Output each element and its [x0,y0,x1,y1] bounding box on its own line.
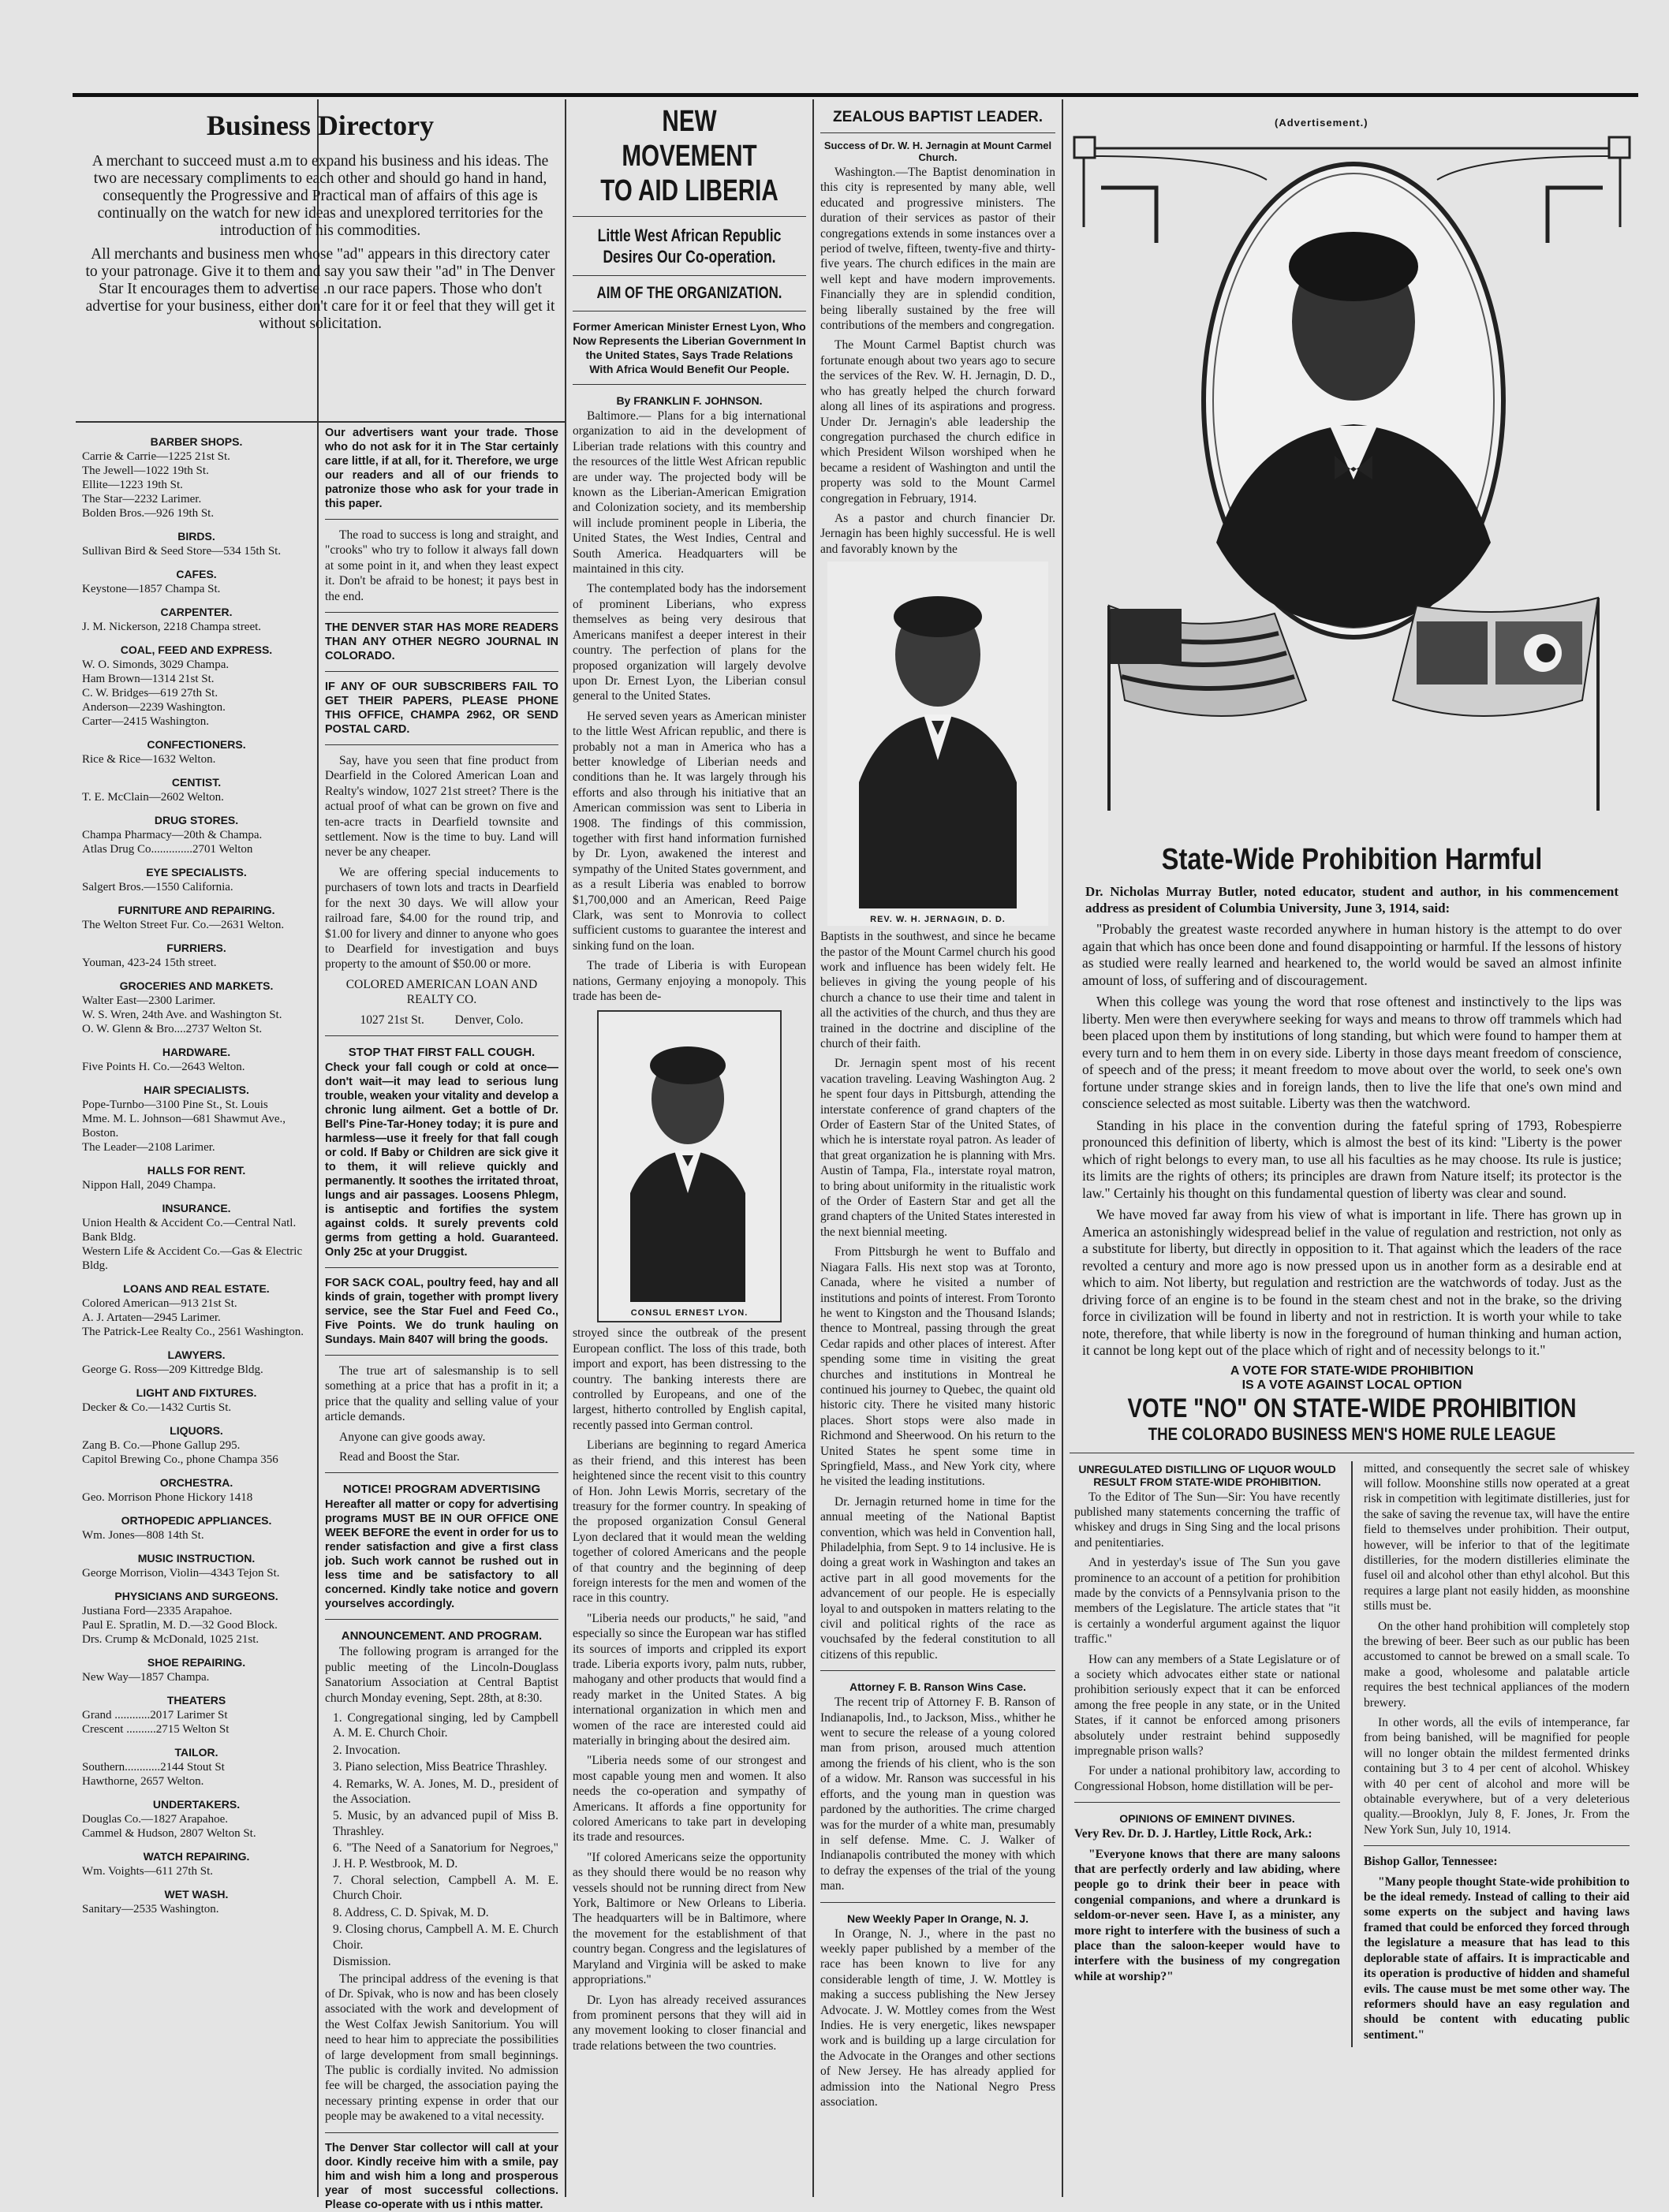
headline-2: TO AID LIBERIA [600,174,778,207]
program-item: 7. Choral selection, Campbell A. M. E. Church Choir. [333,1874,558,1903]
deck-1b: Desires Our Co-operation. [603,247,776,267]
column-divider [812,99,814,2197]
liberia-p4: The trade of Liberia is with European nations, Germany enjoying a monopoly. This trade has been de- [573,959,806,1004]
deck-3: Former American Minister Ernest Lyon, Who Now Represents the Liberian Government In the United States, Says Trade Relations With Africa Would Benefit Our People. [573,320,806,375]
portrait-image [827,561,1048,908]
directory-entry: C. W. Bridges—619 27th St. [82,687,218,699]
baptist-headline: ZEALOUS BAPTIST LEADER. [832,109,1043,125]
vote-line-1: A VOTE FOR STATE-WIDE PROHIBITION [1230,1363,1474,1378]
letter-p1: To the Editor of The Sun—Sir: You have recently published many statements concerning the traffic of whiskey and drugs in Sing Sing and the local prisons and penitentiaries. [1074,1490,1341,1550]
directory-listings [82,426,311,2192]
collector-notice: The Denver Star collector will call at your door. Kindly receive him with a smile, pay him and wish him a long and prosperous year of most successful collections. Please co-operate with us i nthis matter. [325,2141,558,2211]
directory-entry: Hawthorne, 2657 Welton. [82,1775,204,1788]
letter-p2: And in yesterday's issue of The Sun you gave prominence to an account of a petition for prohibition made by the convicts of a Pennsylvania prison to the members of the Legislature. The article states that "it is certainly a wonderful argument against the liquor traffic." [1074,1556,1341,1647]
program-item: 3. Piano selection, Miss Beatrice Thrashley. [333,1760,547,1774]
sack-coal-ad: FOR SACK COAL, poultry feed, hay and all kinds of grain, together with prompt livery service, see the Star Fuel and Feed Co., Five Points. We do trunk hauling on Sundays. Main 8407 will bring the goods. [325,1276,558,1346]
directory-section-title: ORTHOPEDIC APPLIANCES. [121,1514,272,1527]
notice-body: Hereafter all matter or copy for advertising programs MUST BE IN OUR OFFICE ONE WEEK BEFORE the event in order for us to render satisfaction and give a first class job. Such work cannot be rushed out in less time and be satisfactory to all concerned. Kindly take notice and govern yourselves accordingly. [325,1498,558,1611]
readers-notice: THE DENVER STAR HAS MORE READERS THAN ANY OTHER NEGRO JOURNAL IN COLORADO. [325,621,558,663]
cough-ad: Check your fall cough or cold at once—don't wait—it may lead to serious lung trouble, weaken your vitality and develop a chronic lung ailment. Get a bottle of Dr. Bell's Pine-Tar-Honey today; it is pure and harmless—use it freely for that fall cough or cold. If Baby or Children are sick give it to them, it will relieve quickly and permanently. It soothes the irritated throat, lungs and air passages. Loosens Phlegm, is antiseptic and fortifies the system against colds. It surely prevents cold germs from getting a hold. Guaranteed. Only 25c at your Druggist. [325,1061,558,1259]
deck-1a: Little West African Republic [597,226,782,245]
directory-entry: Wm. Jones—808 14th St. [82,1529,204,1542]
deck-2: AIM OF THE ORGANIZATION. [596,284,782,302]
column-divider [565,99,566,2197]
dearfield-ad: Say, have you seen that fine product from Dearfield in the Colored American Loan and Realty's window, 1027 21st street? There is the actual proof of what can be grown on five and ten-acre tracts in Dearfield townsite and settlement. Now is the time to buy. Land will never be any cheaper. [325,754,558,860]
directory-intro: A merchant to succeed must a.m to expand his business and his ideas. The two are necessary compliments to each other and should go hand in hand, consequently the Progressive and Practical man of affairs of this age is continually on the watch for new ideas and unexplored territories for the introduction of his commodities. [91,153,549,239]
directory-entry: J. M. Nickerson, 2218 Champa street. [82,621,262,633]
liberia-p1: Baltimore.— Plans for a big international organization to aid in the development of Liberian trade relations with this country and the resources of the little West African republic are under way. The projected body will be known as the Liberian-American Emigration and Colonization society, and its membership will include prominent people in Liberia, the United States, the West Indies, Central and South America. Headquarters will be maintained in this city. [573,409,806,576]
directory-section-title: BARBER SHOPS. [150,435,243,448]
salesmanship: The true art of salesmanship is to sell something at a price that has a profit in it; a price that the quality and selling value of your article demands. [325,1363,558,1424]
dearfield-signature: COLORED AMERICAN LOAN AND REALTY CO. [345,977,538,1007]
directory-entry: Ham Brown—1314 21st St. [82,673,215,685]
directory-section-title: LOANS AND REAL ESTATE. [123,1282,270,1295]
program-list [325,1710,558,1970]
directory-entry: Zang B. Co.—Phone Gallup 295. [82,1439,241,1452]
directory-section-title: MUSIC INSTRUCTION. [137,1552,256,1565]
program-item: 4. Remarks, W. A. Jones, M. D., president of the Association. [333,1777,558,1807]
directory-entry: Youman, 423-24 15th street. [82,957,217,969]
directory-section-title: FURNITURE AND REPAIRING. [118,904,275,916]
directory-entry: Sullivan Bird & Seed Store—534 15th St. [82,545,282,558]
letter-r3: In other words, all the evils of intemperance, far from being banished, will be magnified for people will no longer obtain the mildest fermented drinks containing but 3 to 4 per cent of alcohol. Whiskey with 40 per cent of alcohol and more will be obtainable everywhere, but of a very deleterious quality.—Brooklyn, July 8, F. Jones, Jr. From the New York Sun, July 10, 1914. [1364,1716,1630,1837]
directory-section-title: GROCERIES AND MARKETS. [119,979,274,992]
directory-entry: T. E. McClain—2602 Welton. [82,791,224,804]
baptist-p5: Dr. Jernagin spent most of his recent vacation traveling. Leaving Washington Aug. 2 he spent four days in Pittsburgh, attending the interstate conference of grand chapters of the Order of Eastern Star of the United States, of which he is interstate royal patron. As leader of that great organization he is planning with Mrs. Austin of Tampa, Fla., interstate royal matron, to bring about uniformity in the ritualistic work of the Order of Eastern Star and get all the grand chapters of the United States interested in the next biennial meeting. [820,1057,1055,1239]
liberia-article [573,104,806,2192]
directory-entry: Carter—2415 Washington. [82,715,209,728]
program-item: 5. Music, by an advanced pupil of Miss B. Thrashley. [333,1809,558,1838]
directory-entry: Justiana Ford—2335 Arapahoe. [82,1605,233,1617]
directory-section-title: CAFES. [176,568,217,580]
jernagin-caption: REV. W. H. JERNAGIN, D. D. [870,915,1006,925]
salesmanship-3: Read and Boost the Star. [339,1449,460,1464]
butler-quote [1082,921,1622,1360]
dearfield-offer: We are offering special inducements to purchasers of town lots and tracts in Dearfield for the next 30 days. We will allow your railroad fare, $4.00 for the round trip, and $1.00 for livery and dinner to anyone who goes to Dearfield for investigation and buys property to the amount of $50.00 or more. [325,865,558,972]
cough-title: STOP THAT FIRST FALL COUGH. [348,1045,536,1059]
directory-entry: Rice & Rice—1632 Welton. [82,753,216,766]
column-divider [1062,99,1063,2197]
butler-p1: "Probably the greatest waste recorded anywhere in human history is the attempt to do over again that which has once been done and found disappointing or harmful. If the lessons of history as studied were really learned and hearkened to, the world would be saved an almost infinite amount of loss, of suffering and of discouragement. [1082,921,1622,988]
liberia-p9: "If colored Americans seize the opportunity as they should there would be no reason why vessels should not be running direct from New York, Baltimore or New Orleans to Liberia. The headquarters will be in Baltimore, where the movement for the establishment of that country began. Congress and the legislatures of Maryland and Virginia will be asked to make appropriations." [573,1850,806,1987]
program-intro: The following program is arranged for the public meeting of the Lincoln-Douglass Sanatorium Association at Central Baptist church Monday evening, Sept. 28th, at 8:30. [325,1645,558,1705]
directory-entry: Douglas Co.—1827 Arapahoe. [82,1813,228,1826]
directory-section-title: THEATERS [166,1694,226,1707]
letter-right [1364,1461,1630,2048]
baptist-p7: Dr. Jernagin returned home in time for the annual meeting of the National Baptist convention, which was held in Convention hall, Philadelphia, from Sept. 9 to 14 inclusive. He is doing a great work in Washington and takes an active part in all good movements for the advancement of our people. He is especially loyal to and outspoken in matters relating to the civil and political rights of the race as vouchsafed by the federal constitution to all citizens of this republic. [820,1494,1055,1662]
letter-p4: For under a national prohibitory law, according to Congressional Hobson, home distillation will be per- [1074,1764,1341,1793]
directory-entry: Pope-Turnbo—3100 Pine St., St. Louis [82,1099,268,1111]
directory-section-title: BIRDS. [177,530,215,543]
butler-p2: When this college was young the word that rose oftenest and instinctively to the lips was liberty. Men were then everywhere seeking for ways and means to throw off trammels which had been placed upon them by institutions of long standing, but which were found to hamper them at every turn and to hem them in on every side. Liberty in those days meant freedom of conscience, of speech and of the press; it meant freedom to move about over the world, to seek one's own fortune under strange skies and in foreign lands, then to live the life that one's own mind and conscience selected as most suitable. Liberty was then the watchword. [1082,994,1622,1111]
directory-entry: Union Health & Accident Co.—Central Natl. Bank Bldg. [82,1217,297,1244]
baptist-article [820,109,1055,2192]
top-rule [73,93,1638,97]
directory-section-title: LIGHT AND FIXTURES. [136,1386,257,1399]
directory-entry: Colored American—913 21st St. [82,1297,237,1310]
directory-entry: Crescent ..........2715 Welton St [82,1723,230,1736]
directory-entry: Cammel & Hudson, 2807 Welton St. [82,1827,256,1840]
gallor-quote: "Many people thought State-wide prohibition to be the ideal remedy. Instead of calling to their aid some experts on the subject and having laws framed that could be enforced they forced through the legislature a measure that has lead to this deplorable state of affairs. It is impracticable and its operation is productive of hidden and shameful evils. The cause must be met some other way. The reformers should have an easy regulation and should be content with educating public sentiment." [1364,1874,1630,2042]
advertisers-notice: Our advertisers want your trade. Those who do not ask for it in The Star certainly care little, if at all, for it. Therefore, we urge our readers and all of our friends to patronize those who ask for your trade in this paper. [325,427,558,510]
directory-entry: Western Life & Accident Co.—Gas & Electric Bldg. [82,1245,303,1272]
program-item: 6. "The Need of a Sanatorium for Negroes," J. H. P. Westbrook, M. D. [333,1841,558,1871]
opinions-title: OPINIONS OF EMINENT DIVINES. [1119,1812,1295,1826]
letter-left [1074,1461,1340,2048]
letter-p3: How can any members of a State Legislature or of a society which advocates either state or national prohibition seriously expect that it can be enforced among the free people in any state, or in the United States, if it cannot be enforced among prisoners absolutely under restraint behind supposedly impregnable prison walls? [1074,1652,1341,1758]
directory-entry: Atlas Drug Co..............2701 Welton [82,843,253,856]
advertisement-label: (Advertisement.) [1275,117,1368,129]
directory-entry: Carrie & Carrie—1225 21st St. [82,450,230,463]
directory-entry: Mme. M. L. Johnson—681 Shawmut Ave., Boston. [82,1113,286,1140]
directory-entry: George Morrison, Violin—4343 Tejon St. [82,1567,280,1580]
headline-1: NEW MOVEMENT [622,105,757,173]
header-rule [76,421,565,423]
directory-title: Business Directory [206,110,435,141]
baptist-deck: Success of Dr. W. H. Jernagin at Mount Carmel Church. [823,140,1052,163]
directory-section-title: HARDWARE. [162,1046,231,1058]
hartley-quote: "Everyone knows that there are many saloons that are perfectly orderly and law abiding, where people go to drink their beer in peace with congenial companions, and where a drunkard is seldom-or-never seen. Have I, as a minister, any more right to interfere with the business of such a place than the saloon-keeper would have to interfere with the business of my congregation while at worship?" [1074,1847,1341,1983]
portrait-frame-with-flags [1070,132,1634,819]
hartley-title: Very Rev. Dr. D. J. Hartley, Little Rock, Ark.: [1074,1827,1312,1841]
directory-section-title: HAIR SPECIALISTS. [144,1084,249,1096]
directory-section-title: FURRIERS. [166,942,226,954]
portrait-image [599,1012,777,1302]
directory-entry: Anderson—2239 Washington. [82,701,226,714]
directory-entry: Wm. Voights—611 27th St. [82,1865,213,1878]
liberia-p5: stroyed since the outbreak of the present European conflict. The loss of this trade, both import and export, has been distressing to the country. The banking interests there are controlled by Europeans, and one of the largest, hitherto controlled by English capital, recently passed into German control. [573,1326,806,1432]
directory-section-title: TAILOR. [174,1746,218,1759]
directory-entry: A. J. Artaten—2945 Larimer. [82,1311,221,1324]
directory-entry: Bolden Bros.—926 19th St. [82,507,215,520]
directory-section-title: UNDERTAKERS. [152,1798,241,1811]
program-item: 2. Invocation. [333,1743,401,1757]
directory-section-title: WATCH REPAIRING. [143,1850,250,1863]
directory-entry: W. S. Wren, 24th Ave. and Washington St. [82,1009,282,1021]
directory-entry: W. O. Simonds, 3029 Champa. [82,658,230,671]
directory-entry: The Star—2232 Larimer. [82,493,202,505]
gallor-title: Bishop Gallor, Tennessee: [1364,1855,1498,1869]
directory-section-title: WET WASH. [164,1888,229,1901]
orange-title: New Weekly Paper In Orange, N. J. [846,1912,1029,1925]
butler-p3: Standing in his place in the convention during the fateful spring of 1793, Robespierre pronounced this definition of liberty, which is almost the best of its kind: "Liberty is the power which of right belongs to every man, to use all his faculties as he may choose. Its rule is justice; its limits are the rights of others; its principles are drawn from Nature itself; its protector is the law." Certainly his thought on this fundamental question of liberty was clear and sound. [1082,1117,1622,1201]
dearfield-address: 1027 21st St. Denver, Colo. [360,1013,524,1027]
directory-entry: George G. Ross—209 Kittredge Bldg. [82,1363,263,1376]
directory-intro: All merchants and business men whose "ad" appears in this directory cater to your patronage. Give it to them and say you saw their "ad" in The Denver Star It encourages them to advertise .n our race papers. Those who don't advertise for your business, either don't care for it or feel that they will get it without solicitation. [85,246,555,332]
jernagin-portrait [827,561,1048,926]
directory-section-title: INSURANCE. [162,1202,231,1214]
directory-entry: Decker & Co.—1432 Curtis St. [82,1401,232,1414]
directory-entry: Salgert Bros.—1550 California. [82,881,233,893]
orange-body: In Orange, N. J., where in the past no weekly paper published by a member of the race has been known to live for any considerable length of time, J. W. Mottley is making a success publishing the New Jersey Advocate. J. W. Mottley comes from the West Indies. He is very energetic, likes newspaper work and is building up a large circulation for the Advocate in the Oranges and other sections of New Jersey. He has already applied for admission into the National Negro Press association. [820,1927,1055,2109]
directory-section-title: LIQUORS. [170,1424,223,1437]
liberia-p3: He served seven years as American minister to the little West African republic, and there is probably not a man in America who has a better knowledge of Liberian needs and conditions than he. It was largely through his efforts and also through his initiative that an American commission was sent to Liberia in 1908. The findings of this commission, together with first hand information furnished by Dr. Lyon, awakened the interest and sympathy of the United States government, and as a result Liberia was enabled to borrow $1,700,000 and an American, Reed Paige Clark, was sent to Monrovia to collect sufficient customs to guarantee the interest and sinking fund on the loan. [573,709,806,953]
directory-entry: Walter East—2300 Larimer. [82,994,216,1007]
program-item: Dismission. [333,1955,391,1969]
ranson-body: The recent trip of Attorney F. B. Ranson of Indianapolis, Ind., to Jackson, Miss., whither he went to secure the release of a young colored man from prison, aroused much attention among the friends of his client, who is the son of a widow. Mr. Ranson was successful in his efforts, and the young man in question was pardoned by the authorities. The crime charged was for the murder of a white man, presumably in self defense. Mme. C. J. Walker of Indianapolis contributed the money with which to defray the expenses of the trial of the young man. [820,1695,1055,1893]
liberia-p10: Dr. Lyon has already received assurances from prominent persons that they will aid in any movement looking to closer financial and trade relations between the two countries. [573,1993,806,2053]
directory-entry: Five Points H. Co.—2643 Welton. [82,1061,245,1073]
directory-section-title: LAWYERS. [167,1348,226,1361]
directory-section-title: EYE SPECIALISTS. [146,866,247,878]
directory-section-title: CENTIST. [171,776,222,789]
directory-entry: Keystone—1857 Champa St. [82,583,221,595]
directory-section-title: HALLS FOR RENT. [147,1164,246,1177]
liberia-p6: Liberians are beginning to regard America as their friend, and this interest has been heightened since the recent visit to this country of Hon. John Lewis Morris, secretary of the treasury for the former country. In speaking of the proposed organization Consul General Lyon declared that it would mean the welding together of colored Americans and the people of that country and the beginning of deep foreign interests for the men and women of the race in this country. [573,1438,806,1606]
program-item: 8. Address, C. D. Spivak, M. D. [333,1905,489,1919]
prohibition-body [1070,842,1634,2047]
program-item: 9. Closing chorus, Campbell A. M. E. Church Choir. [333,1923,558,1952]
program-title: ANNOUNCEMENT. AND PROGRAM. [341,1629,543,1643]
directory-entry: Paul E. Spratlin, M. D.—32 Good Block. [82,1619,278,1632]
directory-section-title: SHOE REPAIRING. [147,1656,246,1669]
directory-entry: Southern............2144 Stout St [82,1761,225,1774]
ads-column [325,426,558,2211]
vote-line-2: IS A VOTE AGAINST LOCAL OPTION [1241,1378,1462,1392]
directory-entry: Champa Pharmacy—20th & Champa. [82,829,263,841]
salesmanship-2: Anyone can give goods away. [339,1430,486,1444]
directory-section-title: PHYSICIANS AND SURGEONS. [114,1590,278,1602]
prohibition-advertisement [1070,117,1634,2192]
directory-entry: Nippon Hall, 2049 Champa. [82,1179,216,1192]
letter-r2: On the other hand prohibition will completely stop the brewing of beer. Beer such as our public has been accustomed to cannot be brewed on a small scale. To make a good, wholesome and palatable article requires the best technical appliances of the modern brewery. [1364,1619,1630,1710]
vote-no-banner: VOTE "NO" ON STATE-WIDE PROHIBITION [1127,1393,1577,1423]
liberia-p2: The contemplated body has the indorsement of prominent Liberians, who express themselves as being very desirous that Americans manifest a deeper interest in their country. The perfection of plans for the proposed organization will largely devolve upon Dr. Ernest Lyon, the Liberian consul general to the United States. [573,582,806,703]
liberia-p7: "Liberia needs our products," he said, "and especially so since the European war has stifled its sources of imports and crippled its export trade. Liberia exports ivory, palm nuts, rubber, mahogany and other products that would find a ready market in the United States. A big international organization in which men and women of the race are interested could aid materially in bringing about the desired aim. [573,1611,806,1748]
baptist-p6: From Pittsburgh he went to Buffalo and Niagara Falls. His next stop was at Toronto, Canada, where he visited a number of institutions and points of interest. From Toronto he went to Kingston and the Thousand Islands; thence to Montreal, passing through the great Cedar rapids and other places of interest. After spending some time in visiting the great churches and institutions in Montreal he continued his journey to Quebec, the quaint old historic city. There he visited many historic places. Short stops were also made in Richmond and Sheerwood. On his return to the United States he spent some time in Springfield, Mass., and New York city, where he visited the leading institutions. [820,1245,1055,1489]
directory-entry: The Welton Street Fur. Co.—2631 Welton. [82,919,285,931]
business-directory-header [76,103,565,422]
directory-entry: Capitol Brewing Co., phone Champa 356 [82,1453,278,1466]
ranson-title: Attorney F. B. Ranson Wins Case. [849,1680,1026,1694]
letter-subhead: UNREGULATED DISTILLING OF LIQUOR WOULD RESULT FROM STATE-WIDE PROHIBITION. [1078,1462,1336,1488]
baptist-p1: Washington.—The Baptist denomination in this city is represented by many able, well educated and progressive ministers. The duration of their services as pastor of their congregations extends in some instances over a period of twelve, fifteen, twenty-five and thirty-five years. The church edifices in the main are well kept and have modern improvements. Financially they are in splendid condition, being liberally sustained by the free will contributions of the members and congregation. [820,166,1055,333]
byline: By FRANKLIN F. JOHNSON. [616,394,763,407]
directory-entry: Drs. Crump & McDonald, 1025 21st. [82,1633,259,1646]
directory-entry: The Leader—2108 Larimer. [82,1141,215,1154]
subscribers-notice: IF ANY OF OUR SUBSCRIBERS FAIL TO GET THEIR PAPERS, PLEASE PHONE THIS OFFICE, CHAMPA 2962, OR SEND POSTAL CARD. [325,681,558,737]
directory-entry: The Jewell—1022 19th St. [82,464,209,477]
baptist-p4: Baptists in the southwest, and since he became the pastor of the Mount Carmel church his good work and influence has been widely felt. He believes in giving the young people of his church a chance to use their time and talent in all the activities of the church, and thus they are trained in the doctrine and discipline of the church of their faith. [820,930,1055,1050]
directory-entry: Geo. Morrison Phone Hickory 1418 [82,1491,253,1504]
letter-divider [1351,1461,1353,2048]
lyon-portrait [597,1010,782,1322]
notice-title: NOTICE! PROGRAM ADVERTISING [342,1483,541,1497]
directory-section-title: CARPENTER. [160,606,233,618]
baptist-p2: The Mount Carmel Baptist church was fortunate enough about two years ago to secure the services of the Rev. W. H. Jernagin, D. D., who has greatly helped the church forward along all lines of its aspirations and progress. Under Dr. Jernagin's able leadership the congregation purchased the church edifice in which President Wilson worshiped when he became a resident of Washington and until the property was sold to the Mount Carmel congregation in February, 1914. [820,338,1055,505]
directory-section-title: DRUG STORES. [154,814,239,826]
liberia-p8: "Liberia needs some of our strongest and most capable young men and women. It also needs the co-operation and sympathy of Americans. It affords a fine opportunity for colored Americans to take part in developing its trade and resources. [573,1754,806,1845]
road-to-success: The road to success is long and straight, and "crooks" who try to follow it always fall down at some point in it, and when they least expect it. Don't be afraid to be honest; it pays best in the end. [325,528,558,603]
league-name: THE COLORADO BUSINESS MEN'S HOME RULE LEAGUE [1148,1423,1556,1444]
prohibition-lead: Dr. Nicholas Murray Butler, noted educator, student and author, in his commencement address as president of Columbia University, June 3, 1914, said: [1085,884,1619,916]
directory-entry: Ellite—1223 19th St. [82,479,183,491]
directory-section-title: CONFECTIONERS. [147,738,246,751]
lyon-caption: CONSUL ERNEST LYON. [630,1308,749,1319]
prohibition-headline: State-Wide Prohibition Harmful [1161,843,1543,876]
directory-entry: Sanitary—2535 Washington. [82,1903,219,1915]
letter-columns [1070,1461,1634,2048]
program-end: The principal address of the evening is that of Dr. Spivak, who is now and has been closely associated with the work and development of the West Colfax Jewish Sanitorium. You will need to hear him to appreciate the possibilities of large development from small beginnings. The public is cordially invited. No admission fee will be charged, the association paying the necessary printing expense in order that our people may be awakened to a vital necessity. [325,1971,558,2124]
directory-entry: The Patrick-Lee Realty Co., 2561 Washington. [82,1326,304,1338]
baptist-p3: As a pastor and church financier Dr. Jernagin has been highly successful. He is well and favorably known by the [820,511,1055,556]
directory-entry: Grand ............2017 Larimer St [82,1709,228,1721]
directory-section-title: COAL, FEED AND EXPRESS. [120,643,273,656]
program-item: 1. Congregational singing, led by Campbell A. M. E. Church Choir. [333,1711,558,1740]
directory-entry: O. W. Glenn & Bro....2737 Welton St. [82,1023,263,1035]
directory-entry: New Way—1857 Champa. [82,1671,210,1684]
letter-r1: mitted, and consequently the secret sale of whiskey will follow. Moonshine stills now operated at a great risk in competition with legitimate distilleries, just for the sake of saving the revenue tax, will have the entire field to themselves under prohibition. Their output, however, will be inferior to that of the legitimate distilleries, for the modern distilleries eliminate the fusel oil and alcohol other than ethyl alcohol. But this requires a large plant not easily hidden, as moonshine stills must be. [1364,1461,1630,1613]
butler-p4: We have moved far away from his view of what is important in life. There has grown up in America an astonishingly widespread belief in the value of regulation and restriction, not only as a substitute for liberty, but directly in opposition to it. That against which the leaders of the race revolted a century and more ago is now pressed upon us in another form as a desirable end at which to aim. Not liberty, but regulation and restriction are the watchwords of today. Just as the driving force of an engine is to be found in the steam chest and not in the brake, so the driving force in civilization will be found in liberty and not in restriction. It is worth your while to take note, therefore, that while liberty is now in the foreground of human thinking and human action, it cannot be long kept out of the place which of right and of necessity belongs to it." [1082,1207,1622,1358]
directory-section-title: ORCHESTRA. [159,1476,233,1489]
